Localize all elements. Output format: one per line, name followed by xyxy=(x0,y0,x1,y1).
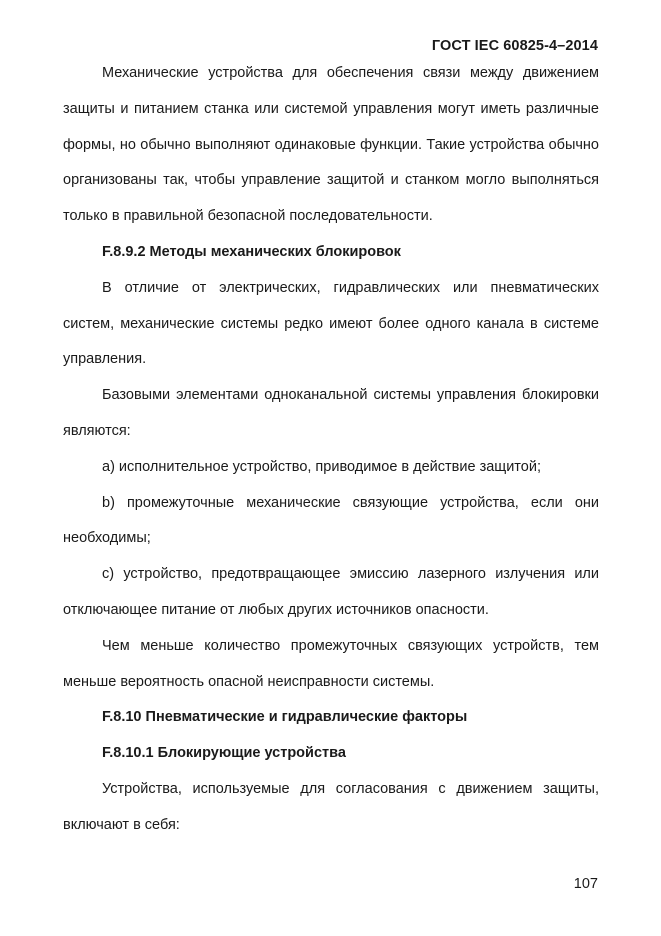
section-heading-f8-10: F.8.10 Пневматические и гидравлические факторы xyxy=(102,709,468,726)
list-item-a: а) исполнительное устройство, приводимое в действие защитой; xyxy=(102,458,541,475)
paragraph-fewer-devices: Чем меньше количество промежуточных связующих устройств, тем меньше вероятность опасной неисправности системы. xyxy=(63,637,599,690)
paragraph-mechanical-devices: Механические устройства для обеспечения связи между движением защиты и питанием станка или системой управления могут иметь различные формы, но обычно выполняют одинаковые функции. Такие устройства обычно организованы так, чтобы управление защитой и станком могло выполняться только в правильной безопасной последовательности. xyxy=(63,65,599,225)
list-item-b: b) промежуточные механические связующие устройства, если они необходимы; xyxy=(63,494,599,547)
page-number: 107 xyxy=(573,876,598,892)
paragraph-devices-include: Устройства, используемые для согласования с движением защиты, включают в себя: xyxy=(63,780,599,833)
paragraph-mechanical-systems: В отличие от электрических, гидравлических или пневматических систем, механические системы редко имеют более одного канала в системе управления. xyxy=(63,279,599,368)
document-body xyxy=(63,56,599,844)
list-item-c: с) устройство, предотвращающее эмиссию лазерного излучения или отключающее питание от любых других источников опасности. xyxy=(63,566,599,618)
paragraph-basic-elements: Базовыми элементами одноканальной системы управления блокировки являются: xyxy=(63,387,599,439)
document-header: ГОСТ IEC 60825-4–2014 xyxy=(431,38,598,54)
section-heading-f8-9-2: F.8.9.2 Методы механических блокировок xyxy=(102,243,401,260)
section-heading-f8-10-1: F.8.10.1 Блокирующие устройства xyxy=(102,745,346,762)
